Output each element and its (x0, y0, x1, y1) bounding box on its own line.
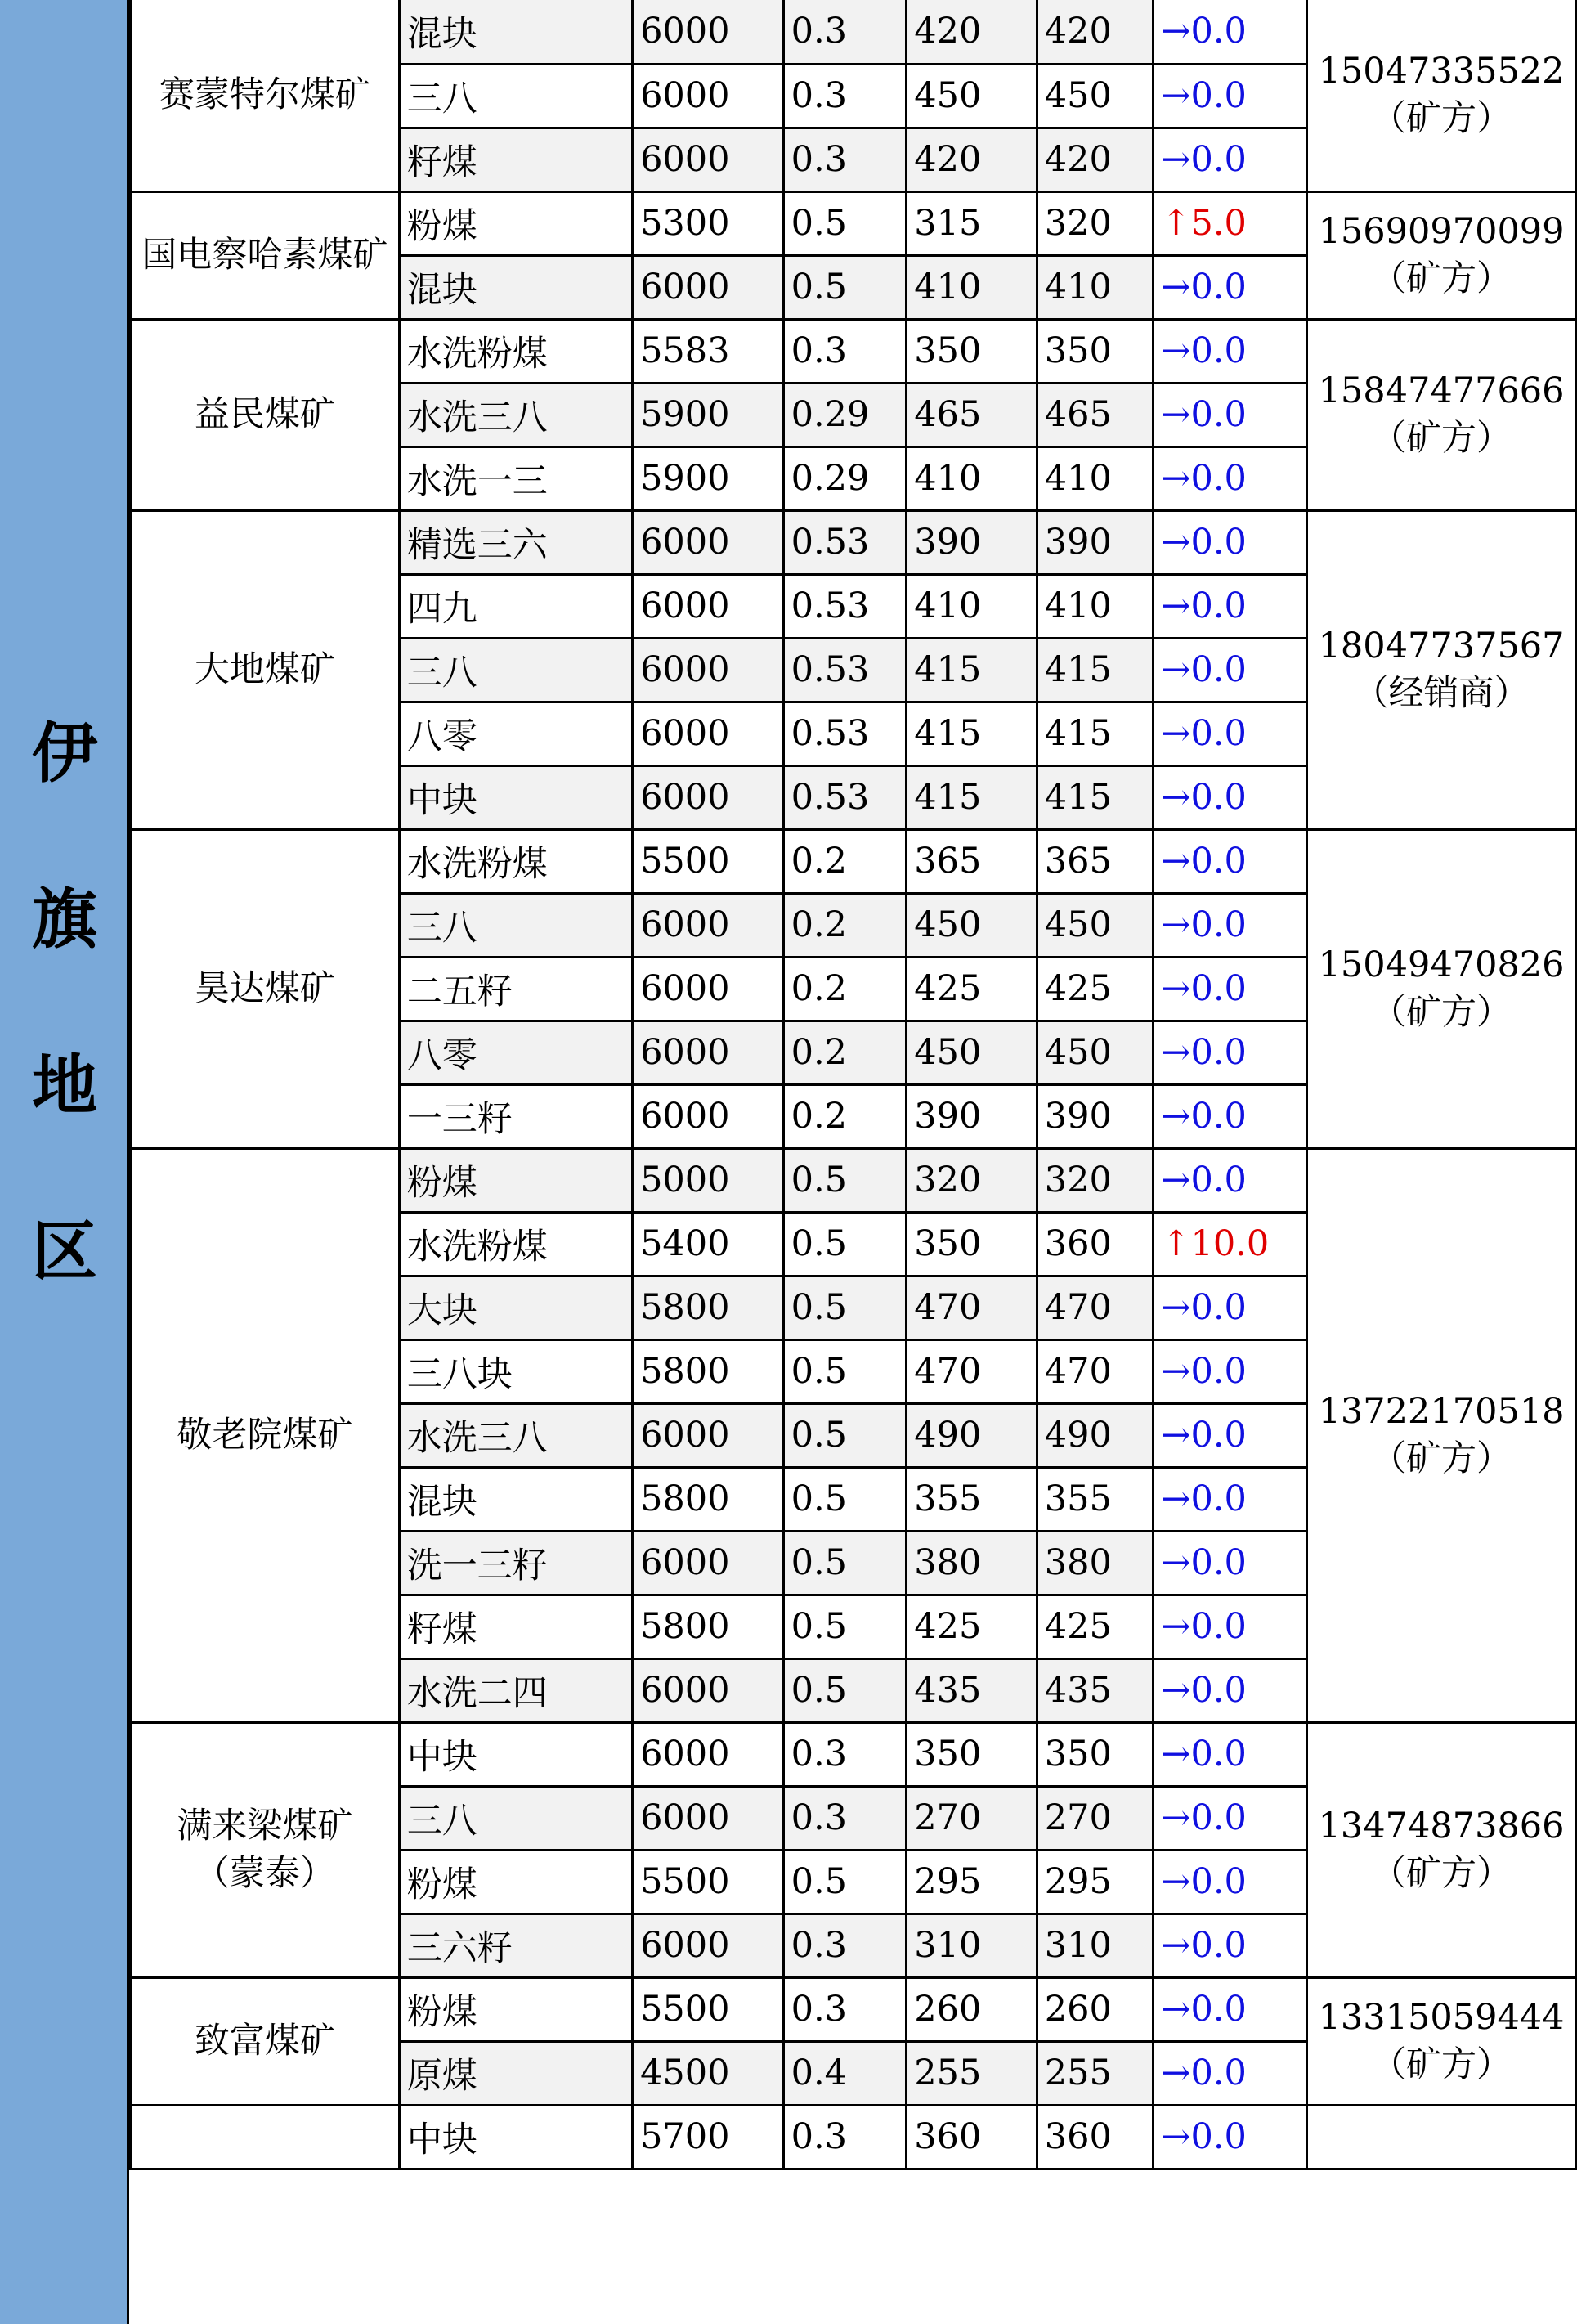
heat-value-cell: 5800 (633, 1339, 784, 1403)
current-price-cell: 490 (1037, 1403, 1154, 1467)
price-change-cell (1154, 255, 1307, 319)
sulfur-cell: 0.4 (783, 2041, 907, 2105)
current-price-cell: 320 (1037, 1148, 1154, 1212)
product-cell: 二五籽 (399, 957, 632, 1021)
heat-value-cell: 6000 (633, 1021, 784, 1084)
price-flat-indicator: →0.0 (1161, 649, 1247, 690)
product-cell: 中块 (399, 2105, 632, 2169)
product-cell: 混块 (399, 255, 632, 319)
current-price-cell: 360 (1037, 1212, 1154, 1276)
price-flat-indicator: →0.0 (1161, 1797, 1247, 1838)
price-change-cell (1154, 1913, 1307, 1977)
sulfur-cell: 0.5 (783, 191, 907, 255)
previous-price-cell: 350 (907, 319, 1037, 383)
sulfur-cell: 0.2 (783, 957, 907, 1021)
price-change-cell (1154, 1850, 1307, 1913)
price-change-cell (1154, 1084, 1307, 1148)
current-price-cell: 355 (1037, 1467, 1154, 1531)
sulfur-cell: 0.53 (783, 574, 907, 638)
table-row (131, 510, 1576, 574)
current-price-cell: 270 (1037, 1786, 1154, 1850)
product-cell: 大块 (399, 1276, 632, 1339)
heat-value-cell: 6000 (633, 0, 784, 64)
heat-value-cell: 5700 (633, 2105, 784, 2169)
previous-price-cell: 415 (907, 702, 1037, 765)
product-cell: 水洗三八 (399, 1403, 632, 1467)
heat-value-cell: 5800 (633, 1595, 784, 1658)
contact-cell: 13315059444 （矿方） (1307, 1977, 1576, 2105)
previous-price-cell: 365 (907, 829, 1037, 893)
previous-price-cell: 425 (907, 1595, 1037, 1658)
heat-value-cell: 6000 (633, 64, 784, 128)
current-price-cell: 410 (1037, 446, 1154, 510)
current-price-cell: 410 (1037, 255, 1154, 319)
current-price-cell: 310 (1037, 1913, 1154, 1977)
previous-price-cell: 470 (907, 1276, 1037, 1339)
sulfur-cell: 0.2 (783, 829, 907, 893)
price-flat-indicator: →0.0 (1161, 1415, 1247, 1456)
sulfur-cell: 0.53 (783, 638, 907, 702)
sulfur-cell: 0.2 (783, 893, 907, 957)
current-price-cell: 255 (1037, 2041, 1154, 2105)
heat-value-cell: 6000 (633, 765, 784, 829)
product-cell: 一三籽 (399, 1084, 632, 1148)
current-price-cell: 470 (1037, 1339, 1154, 1403)
product-cell: 三八块 (399, 1339, 632, 1403)
heat-value-cell: 6000 (633, 1722, 784, 1786)
current-price-cell: 350 (1037, 319, 1154, 383)
price-change-cell (1154, 0, 1307, 64)
product-cell: 三八 (399, 1786, 632, 1850)
current-price-cell: 470 (1037, 1276, 1154, 1339)
current-price-cell: 380 (1037, 1531, 1154, 1595)
contact-cell: 15047335522 （矿方） (1307, 0, 1576, 191)
previous-price-cell: 350 (907, 1212, 1037, 1276)
price-change-cell (1154, 1595, 1307, 1658)
price-change-cell (1154, 510, 1307, 574)
price-flat-indicator: →0.0 (1161, 841, 1247, 882)
current-price-cell: 415 (1037, 638, 1154, 702)
price-flat-indicator: →0.0 (1161, 75, 1247, 116)
product-cell: 水洗三八 (399, 383, 632, 446)
price-change-cell (1154, 1467, 1307, 1531)
price-flat-indicator: →0.0 (1161, 1861, 1247, 1902)
heat-value-cell: 5400 (633, 1212, 784, 1276)
sulfur-cell: 0.5 (783, 1403, 907, 1467)
sulfur-cell: 0.3 (783, 319, 907, 383)
price-change-cell (1154, 383, 1307, 446)
sulfur-cell: 0.2 (783, 1084, 907, 1148)
product-cell: 八零 (399, 702, 632, 765)
price-flat-indicator: →0.0 (1161, 713, 1247, 754)
price-change-cell (1154, 2041, 1307, 2105)
price-change-cell (1154, 765, 1307, 829)
price-change-cell (1154, 2105, 1307, 2169)
sulfur-cell: 0.53 (783, 510, 907, 574)
price-flat-indicator: →0.0 (1161, 1989, 1247, 2030)
price-flat-indicator: →0.0 (1161, 904, 1247, 945)
current-price-cell: 295 (1037, 1850, 1154, 1913)
heat-value-cell: 6000 (633, 1403, 784, 1467)
current-price-cell: 450 (1037, 893, 1154, 957)
price-flat-indicator: →0.0 (1161, 1670, 1247, 1711)
sulfur-cell: 0.3 (783, 0, 907, 64)
current-price-cell: 350 (1037, 1722, 1154, 1786)
heat-value-cell: 5000 (633, 1148, 784, 1212)
product-cell: 粉煤 (399, 1850, 632, 1913)
price-flat-indicator: →0.0 (1161, 2116, 1247, 2157)
heat-value-cell: 6000 (633, 638, 784, 702)
sulfur-cell: 0.5 (783, 1658, 907, 1722)
previous-price-cell: 490 (907, 1403, 1037, 1467)
price-change-cell (1154, 1531, 1307, 1595)
price-change-cell (1154, 893, 1307, 957)
table-row (131, 0, 1576, 64)
price-flat-indicator: →0.0 (1161, 1734, 1247, 1774)
previous-price-cell: 415 (907, 765, 1037, 829)
price-flat-indicator: →0.0 (1161, 1925, 1247, 1966)
sulfur-cell: 0.5 (783, 1595, 907, 1658)
sulfur-cell: 0.53 (783, 702, 907, 765)
product-cell: 粉煤 (399, 191, 632, 255)
mine-name-cell: 国电察哈素煤矿 (131, 191, 400, 319)
price-flat-indicator: →0.0 (1161, 394, 1247, 435)
sulfur-cell: 0.3 (783, 1913, 907, 1977)
price-change-cell (1154, 1276, 1307, 1339)
price-change-cell (1154, 64, 1307, 128)
price-change-cell (1154, 128, 1307, 191)
sulfur-cell: 0.3 (783, 1977, 907, 2041)
table-row (131, 1148, 1576, 1212)
product-cell: 洗一三籽 (399, 1531, 632, 1595)
price-up-indicator: ↑5.0 (1161, 203, 1247, 244)
sulfur-cell: 0.53 (783, 765, 907, 829)
price-change-cell (1154, 574, 1307, 638)
previous-price-cell: 310 (907, 1913, 1037, 1977)
price-flat-indicator: →0.0 (1161, 968, 1247, 1009)
price-change-cell (1154, 1786, 1307, 1850)
previous-price-cell: 260 (907, 1977, 1037, 2041)
region-label: 伊 旗 地 区 (32, 716, 97, 1290)
product-cell: 水洗粉煤 (399, 1212, 632, 1276)
price-flat-indicator: →0.0 (1161, 1351, 1247, 1392)
heat-value-cell: 6000 (633, 957, 784, 1021)
product-cell: 三六籽 (399, 1913, 632, 1977)
mine-name-cell: 大地煤矿 (131, 510, 400, 829)
product-cell: 中块 (399, 1722, 632, 1786)
previous-price-cell: 320 (907, 1148, 1037, 1212)
mine-name-cell: 满来梁煤矿 （蒙泰） (131, 1722, 400, 1977)
previous-price-cell: 390 (907, 1084, 1037, 1148)
heat-value-cell: 6000 (633, 510, 784, 574)
price-flat-indicator: →0.0 (1161, 1478, 1247, 1519)
current-price-cell: 465 (1037, 383, 1154, 446)
product-cell: 籽煤 (399, 1595, 632, 1658)
current-price-cell: 360 (1037, 2105, 1154, 2169)
current-price-cell: 425 (1037, 1595, 1154, 1658)
current-price-cell: 450 (1037, 64, 1154, 128)
previous-price-cell: 435 (907, 1658, 1037, 1722)
current-price-cell: 415 (1037, 765, 1154, 829)
current-price-cell: 365 (1037, 829, 1154, 893)
price-flat-indicator: →0.0 (1161, 585, 1247, 626)
contact-cell: 13722170518 （矿方） (1307, 1148, 1576, 1722)
heat-value-cell: 5500 (633, 1977, 784, 2041)
price-change-cell (1154, 1722, 1307, 1786)
product-cell: 中块 (399, 765, 632, 829)
contact-cell: 15847477666 （矿方） (1307, 319, 1576, 510)
price-flat-indicator: →0.0 (1161, 1160, 1247, 1200)
current-price-cell: 435 (1037, 1658, 1154, 1722)
current-price-cell: 390 (1037, 510, 1154, 574)
previous-price-cell: 295 (907, 1850, 1037, 1913)
price-flat-indicator: →0.0 (1161, 1032, 1247, 1073)
heat-value-cell: 5583 (633, 319, 784, 383)
heat-value-cell: 6000 (633, 128, 784, 191)
product-cell: 水洗二四 (399, 1658, 632, 1722)
product-cell: 三八 (399, 893, 632, 957)
heat-value-cell: 5800 (633, 1276, 784, 1339)
price-flat-indicator: →0.0 (1161, 522, 1247, 563)
previous-price-cell: 470 (907, 1339, 1037, 1403)
current-price-cell: 425 (1037, 957, 1154, 1021)
heat-value-cell: 5500 (633, 829, 784, 893)
price-change-cell (1154, 191, 1307, 255)
sulfur-cell: 0.5 (783, 1276, 907, 1339)
contact-cell: 15690970099 （矿方） (1307, 191, 1576, 319)
mine-name-cell: 致富煤矿 (131, 1977, 400, 2105)
mine-name-cell: 益民煤矿 (131, 319, 400, 510)
price-up-indicator: ↑10.0 (1161, 1223, 1270, 1264)
contact-cell: 15049470826 （矿方） (1307, 829, 1576, 1148)
mine-name-cell: 赛蒙特尔煤矿 (131, 0, 400, 191)
current-price-cell: 390 (1037, 1084, 1154, 1148)
product-cell: 粉煤 (399, 1148, 632, 1212)
heat-value-cell: 6000 (633, 1913, 784, 1977)
price-change-cell (1154, 1658, 1307, 1722)
contact-cell: 13474873866 （矿方） (1307, 1722, 1576, 1977)
price-change-cell (1154, 319, 1307, 383)
sulfur-cell: 0.5 (783, 1148, 907, 1212)
mine-name-cell (131, 2105, 400, 2169)
previous-price-cell: 410 (907, 574, 1037, 638)
heat-value-cell: 5900 (633, 383, 784, 446)
heat-value-cell: 6000 (633, 1084, 784, 1148)
product-cell: 四九 (399, 574, 632, 638)
heat-value-cell: 6000 (633, 893, 784, 957)
current-price-cell: 420 (1037, 0, 1154, 64)
price-change-cell (1154, 702, 1307, 765)
previous-price-cell: 415 (907, 638, 1037, 702)
sulfur-cell: 0.3 (783, 64, 907, 128)
price-change-cell (1154, 446, 1307, 510)
region-label-cell (0, 0, 129, 2324)
table-row (131, 1977, 1576, 2041)
current-price-cell: 320 (1037, 191, 1154, 255)
heat-value-cell: 5900 (633, 446, 784, 510)
product-cell: 混块 (399, 0, 632, 64)
mine-name-cell: 昊达煤矿 (131, 829, 400, 1148)
table-row (131, 829, 1576, 893)
heat-value-cell: 6000 (633, 1786, 784, 1850)
sulfur-cell: 0.3 (783, 2105, 907, 2169)
price-change-cell (1154, 1339, 1307, 1403)
product-cell: 三八 (399, 638, 632, 702)
coal-price-table (129, 0, 1577, 2170)
product-cell: 水洗一三 (399, 446, 632, 510)
price-change-cell (1154, 829, 1307, 893)
sulfur-cell: 0.5 (783, 1531, 907, 1595)
sulfur-cell: 0.29 (783, 446, 907, 510)
price-change-cell (1154, 1021, 1307, 1084)
product-cell: 原煤 (399, 2041, 632, 2105)
sulfur-cell: 0.2 (783, 1021, 907, 1084)
table-row (131, 1722, 1576, 1786)
heat-value-cell: 6000 (633, 574, 784, 638)
table-row (131, 319, 1576, 383)
heat-value-cell: 4500 (633, 2041, 784, 2105)
sulfur-cell: 0.29 (783, 383, 907, 446)
previous-price-cell: 450 (907, 64, 1037, 128)
current-price-cell: 450 (1037, 1021, 1154, 1084)
previous-price-cell: 355 (907, 1467, 1037, 1531)
heat-value-cell: 6000 (633, 1658, 784, 1722)
previous-price-cell: 450 (907, 1021, 1037, 1084)
previous-price-cell: 270 (907, 1786, 1037, 1850)
price-flat-indicator: →0.0 (1161, 1287, 1247, 1328)
product-cell: 三八 (399, 64, 632, 128)
price-flat-indicator: →0.0 (1161, 11, 1247, 52)
previous-price-cell: 410 (907, 255, 1037, 319)
previous-price-cell: 465 (907, 383, 1037, 446)
price-flat-indicator: →0.0 (1161, 2053, 1247, 2093)
table-body (131, 0, 1576, 2169)
sulfur-cell: 0.3 (783, 1722, 907, 1786)
price-change-cell (1154, 957, 1307, 1021)
price-flat-indicator: →0.0 (1161, 1606, 1247, 1647)
price-flat-indicator: →0.0 (1161, 1542, 1247, 1583)
previous-price-cell: 425 (907, 957, 1037, 1021)
current-price-cell: 415 (1037, 702, 1154, 765)
previous-price-cell: 410 (907, 446, 1037, 510)
sulfur-cell: 0.3 (783, 1786, 907, 1850)
price-flat-indicator: →0.0 (1161, 139, 1247, 180)
heat-value-cell: 5500 (633, 1850, 784, 1913)
sulfur-cell: 0.5 (783, 1339, 907, 1403)
heat-value-cell: 5800 (633, 1467, 784, 1531)
sulfur-cell: 0.5 (783, 1212, 907, 1276)
sulfur-cell: 0.5 (783, 1467, 907, 1531)
price-flat-indicator: →0.0 (1161, 267, 1247, 307)
price-flat-indicator: →0.0 (1161, 330, 1247, 371)
product-cell: 混块 (399, 1467, 632, 1531)
price-change-cell (1154, 1977, 1307, 2041)
previous-price-cell: 360 (907, 2105, 1037, 2169)
mine-name-cell: 敬老院煤矿 (131, 1148, 400, 1722)
current-price-cell: 410 (1037, 574, 1154, 638)
price-flat-indicator: →0.0 (1161, 1096, 1247, 1137)
heat-value-cell: 6000 (633, 1531, 784, 1595)
product-cell: 精选三六 (399, 510, 632, 574)
price-change-cell (1154, 1148, 1307, 1212)
price-change-cell (1154, 1212, 1307, 1276)
current-price-cell: 420 (1037, 128, 1154, 191)
heat-value-cell: 6000 (633, 702, 784, 765)
product-cell: 粉煤 (399, 1977, 632, 2041)
contact-cell (1307, 2105, 1576, 2169)
price-flat-indicator: →0.0 (1161, 458, 1247, 499)
current-price-cell: 260 (1037, 1977, 1154, 2041)
sulfur-cell: 0.3 (783, 128, 907, 191)
product-cell: 籽煤 (399, 128, 632, 191)
previous-price-cell: 380 (907, 1531, 1037, 1595)
heat-value-cell: 5300 (633, 191, 784, 255)
contact-cell: 18047737567 （经销商） (1307, 510, 1576, 829)
previous-price-cell: 420 (907, 128, 1037, 191)
price-change-cell (1154, 1403, 1307, 1467)
price-change-cell (1154, 638, 1307, 702)
previous-price-cell: 450 (907, 893, 1037, 957)
price-flat-indicator: →0.0 (1161, 777, 1247, 818)
previous-price-cell: 350 (907, 1722, 1037, 1786)
previous-price-cell: 390 (907, 510, 1037, 574)
sulfur-cell: 0.5 (783, 255, 907, 319)
previous-price-cell: 255 (907, 2041, 1037, 2105)
table-row (131, 191, 1576, 255)
table-row (131, 2105, 1576, 2169)
heat-value-cell: 6000 (633, 255, 784, 319)
previous-price-cell: 420 (907, 0, 1037, 64)
product-cell: 水洗粉煤 (399, 829, 632, 893)
previous-price-cell: 315 (907, 191, 1037, 255)
sulfur-cell: 0.5 (783, 1850, 907, 1913)
product-cell: 水洗粉煤 (399, 319, 632, 383)
product-cell: 八零 (399, 1021, 632, 1084)
